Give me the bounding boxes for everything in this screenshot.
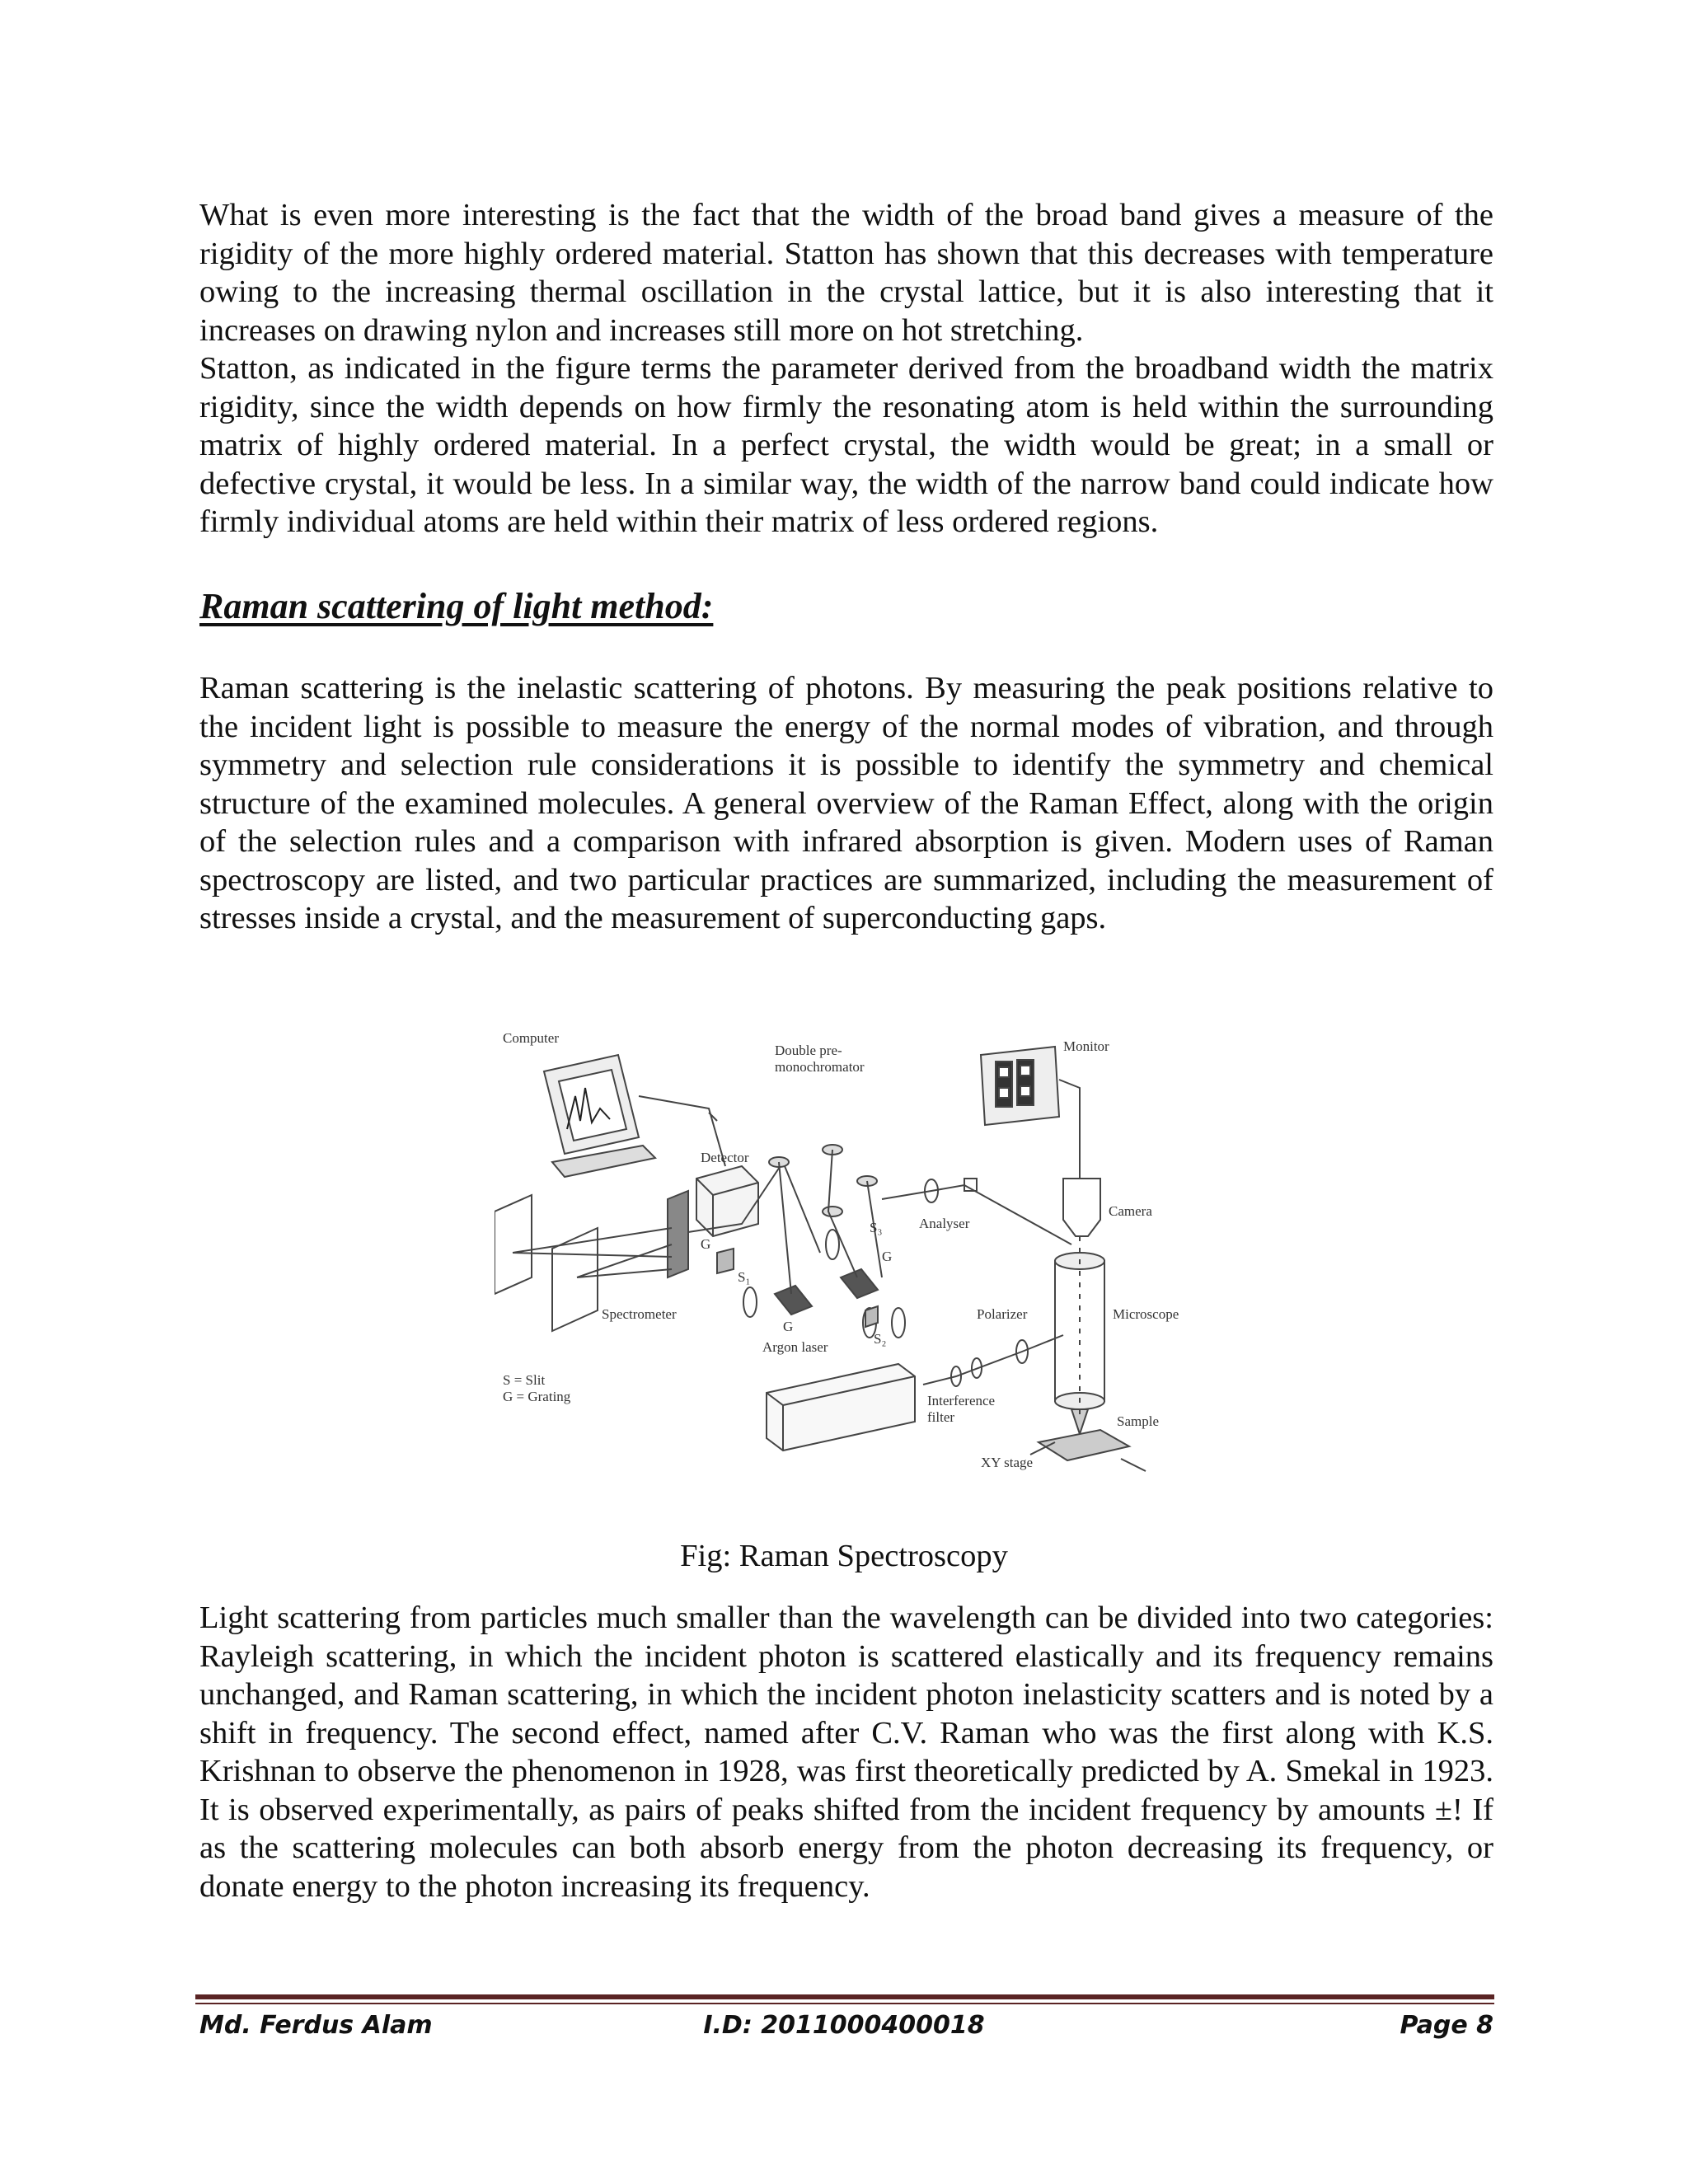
label-monochromator: monochromator: [775, 1059, 865, 1075]
footer-page-number: Page 8: [1400, 2011, 1493, 2040]
label-computer: Computer: [503, 1030, 559, 1046]
grating-icon: [775, 1286, 812, 1315]
spectrometer-plate-left: [495, 1195, 532, 1294]
label-filter: filter: [927, 1409, 955, 1425]
camera-icon: [1063, 1179, 1100, 1236]
xy-stage-icon: [1039, 1430, 1129, 1460]
label-spectrometer: Spectrometer: [602, 1306, 677, 1322]
label-s2: S₂: [874, 1331, 887, 1347]
label-interference: Interference: [927, 1393, 996, 1408]
figure-caption: Fig: Raman Spectroscopy: [680, 1539, 1008, 1573]
section-heading-raman: Raman scattering of light method:: [199, 586, 714, 626]
label-g-2: G: [783, 1319, 794, 1334]
monitor-cable: [1059, 1080, 1080, 1179]
argon-laser-icon: [767, 1364, 915, 1451]
footer-rule-thin: [195, 2003, 1494, 2004]
label-detector: Detector: [701, 1150, 749, 1165]
label-sample: Sample: [1117, 1413, 1159, 1429]
label-s1: S₁: [738, 1269, 751, 1285]
legend-grating: G = Grating: [503, 1389, 571, 1404]
paragraph-nylon-rigidity: What is even more interesting is the fact that the width of the broad band gives a measure of the rigidity of the more highly ordered material. Statton has shown that this decreases with temperature owing to the increasing thermal oscillation in the crystal lattice, but it is also interesting that it increases on drawing nylon and increases still more on hot stretching.: [199, 198, 1493, 348]
raman-spectroscopy-figure: [495, 1030, 1228, 1500]
paragraph-raman-intro: Raman scattering is the inelastic scattering of photons. By measuring the peak positions relative to the incident light is possible to measure the energy of the normal modes of vibration, and through symmetry and selection rule considerations it is possible to identify the symmetry and chemical structure of the examined molecules. A general overview of the Raman Effect, along with the origin of the selection rules and a comparison with infrared absorption is given. Modern uses of Raman spectroscopy are listed, and two particular practices are summarized, including the measurement of stresses inside a crystal, and the measurement of superconducting gaps.: [199, 671, 1493, 935]
footer-rule-thick: [195, 1994, 1494, 1999]
label-camera: Camera: [1109, 1203, 1152, 1219]
paragraph-light-scattering: Light scattering from particles much smaller than the wavelength can be divided into two categories: Rayleigh scattering, in which the incident photon is scattered elastically and its frequency remains unchanged, and Raman scattering, in which the incident photon inelasticity scatters and is noted by a shift in frequency. The second effect, named after C.V. Raman who was the first along with K.S. Krishnan to observe the phenomenon in 1928, was first theoretically predicted by A. Smekal in 1923. It is observed experimentally, as pairs of peaks shifted from the incident frequency by amounts ±! If as the scattering molecules can both absorb energy from the photon decreasing its frequency, or donate energy to the photon increasing its frequency.: [199, 1601, 1493, 1904]
label-polarizer: Polarizer: [977, 1306, 1028, 1322]
label-microscope: Microscope: [1113, 1306, 1179, 1322]
label-double-pre: Double pre-: [775, 1043, 842, 1058]
raman-setup-diagram: [495, 1030, 1228, 1500]
label-g-1: G: [701, 1236, 711, 1252]
grating-block: [668, 1191, 688, 1277]
label-xy-stage: XY stage: [981, 1455, 1034, 1470]
label-monitor: Monitor: [1063, 1038, 1109, 1054]
label-analyser: Analyser: [919, 1216, 970, 1231]
label-g-3: G: [882, 1249, 893, 1264]
footer-id: I.D: 2011000400018: [703, 2011, 985, 2040]
legend-slit: S = Slit: [503, 1372, 546, 1388]
label-s3: S₃: [870, 1220, 883, 1235]
paragraph-matrix-rigidity: Statton, as indicated in the figure terms the parameter derived from the broadband width the matrix rigidity, since the width depends on how firmly the resonating atom is held within the surrounding matrix of highly ordered material. In a perfect crystal, the width would be great; in a small or defective crystal, it would be less. In a similar way, the width of the narrow band could indicate how firmly individual atoms are held within their matrix of less ordered regions.: [199, 351, 1493, 539]
label-argon-laser: Argon laser: [762, 1339, 828, 1355]
footer-author: Md. Ferdus Alam: [199, 2011, 433, 2040]
